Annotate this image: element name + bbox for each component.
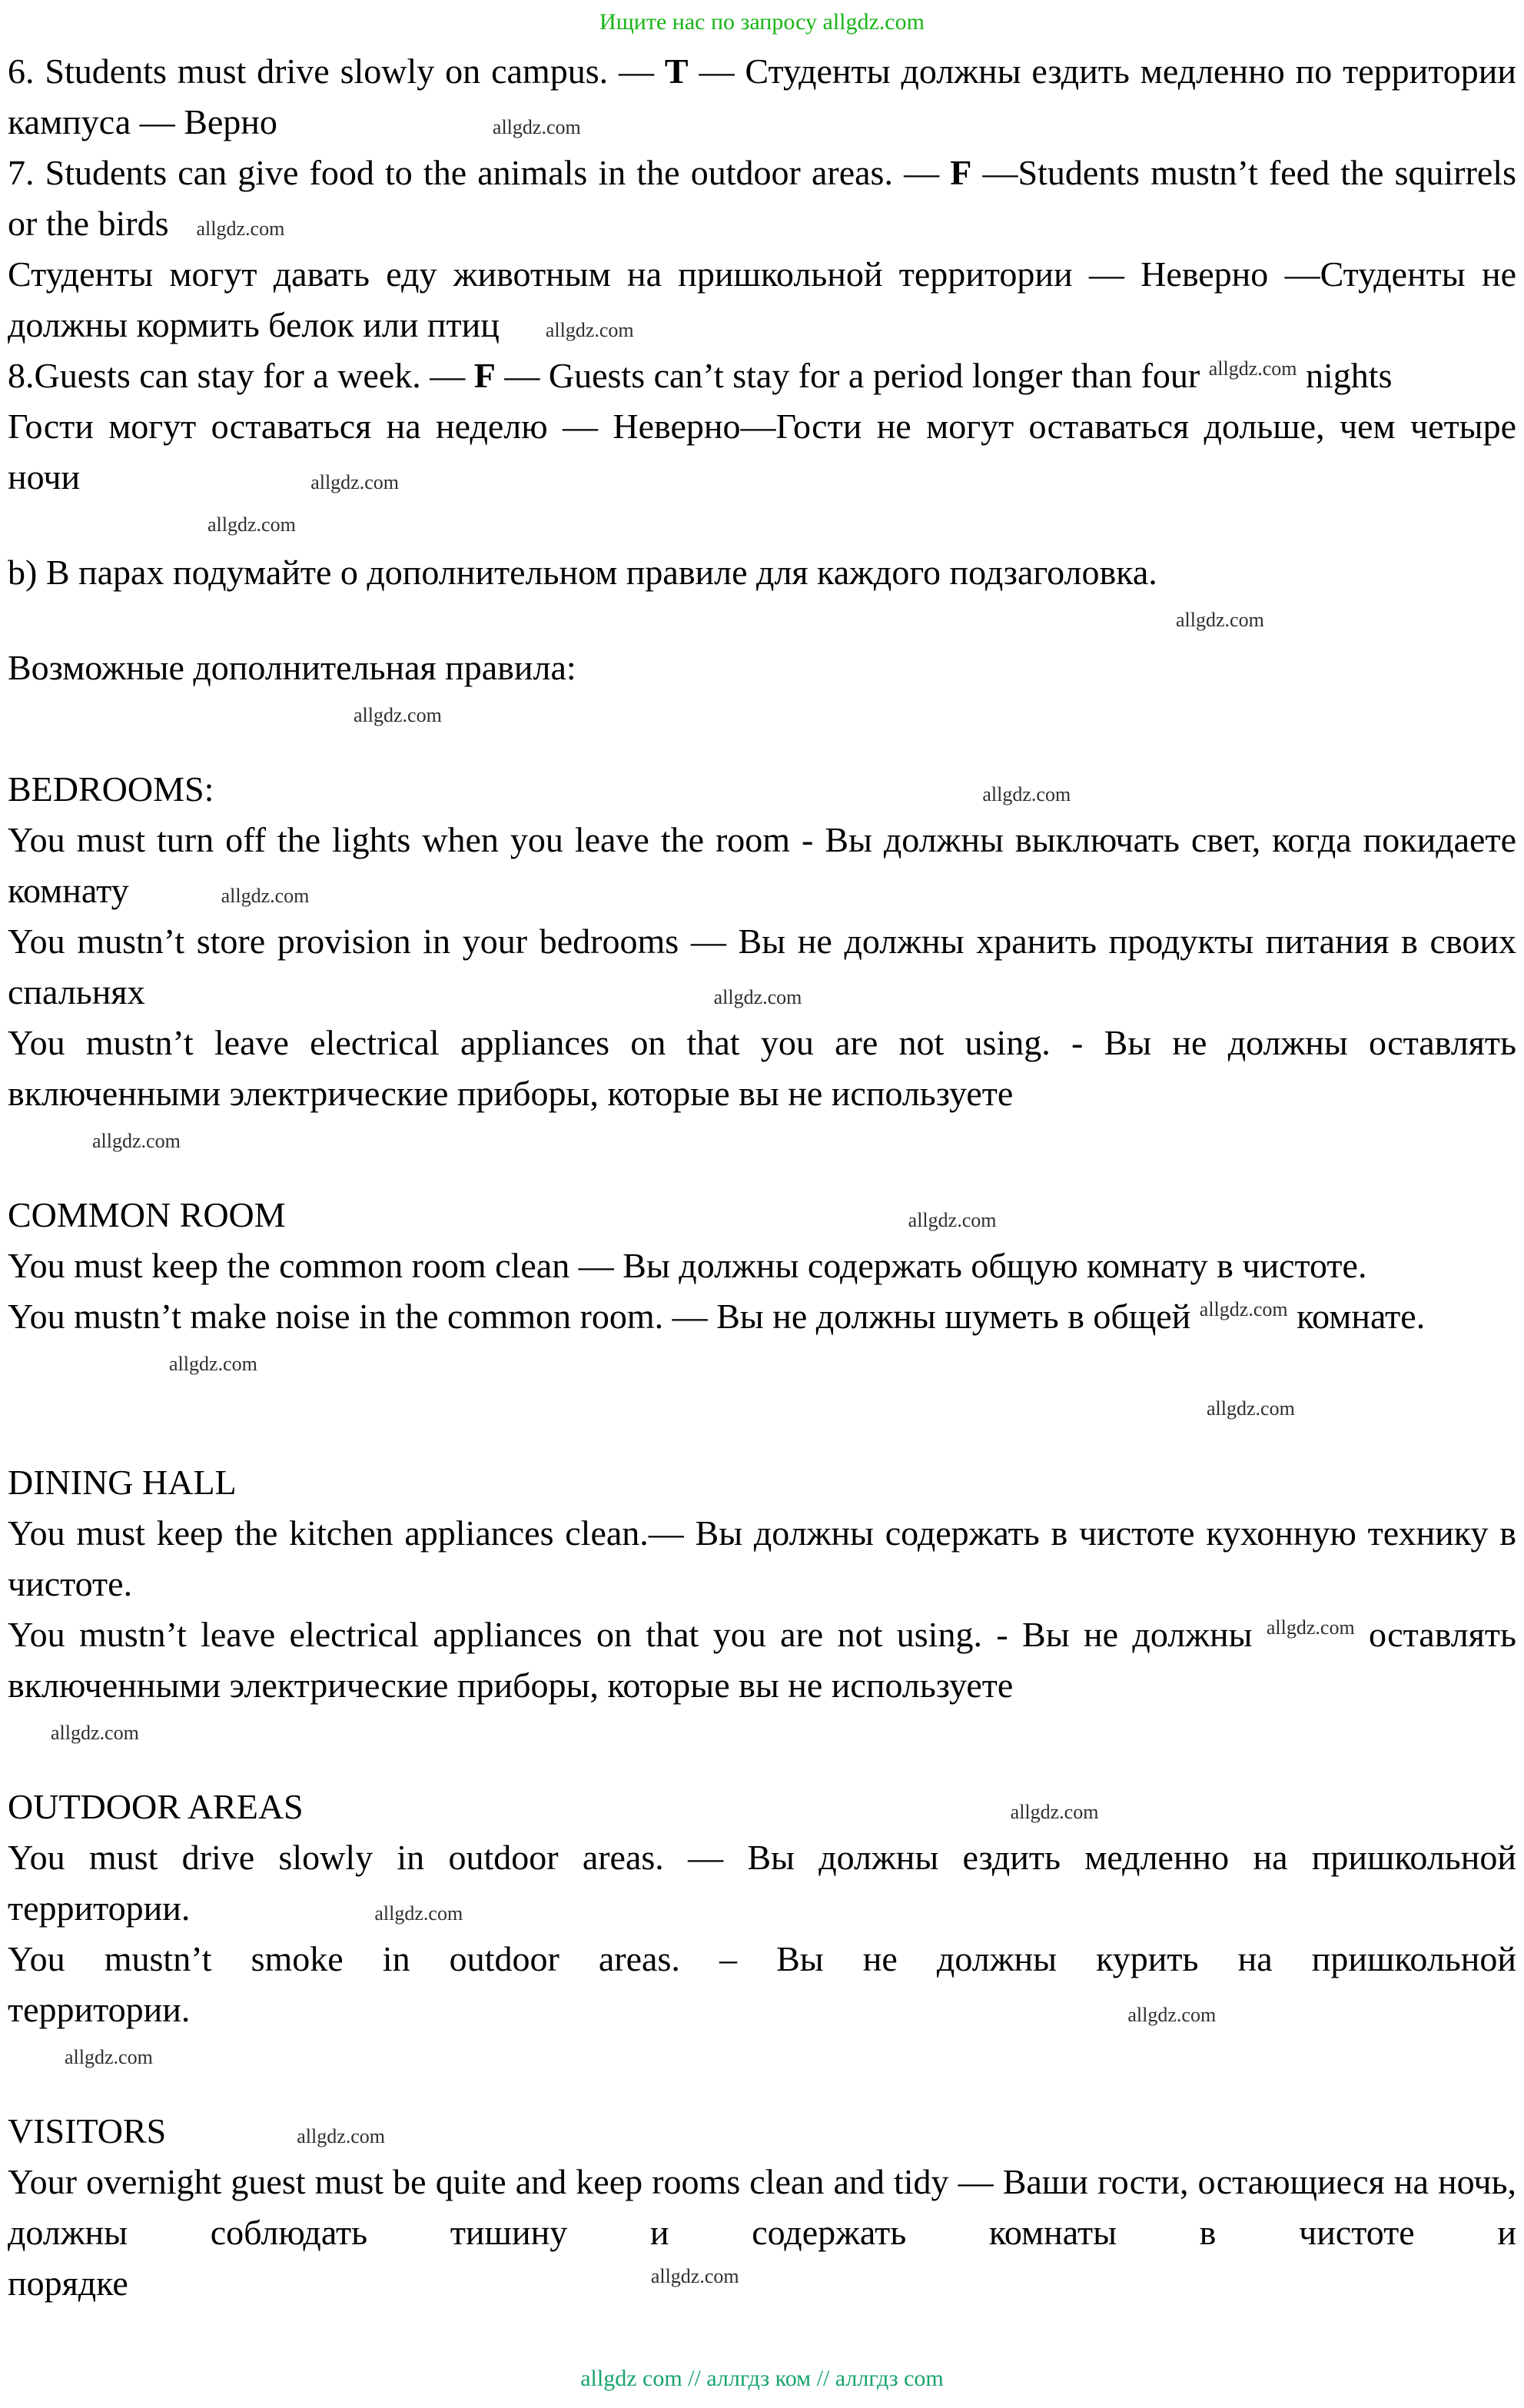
watermark-line (8, 1119, 1516, 1164)
watermark: allgdz.com (354, 704, 442, 726)
text-run: оставлять включенными электрические приборы, которые вы не используете (8, 1615, 1517, 1705)
bold-answer: T (664, 51, 689, 91)
watermark: allgdz.com (51, 1722, 139, 1744)
watermark: allgdz.com (1207, 1397, 1295, 1420)
site-search-hint: Ищите нас по запросу allgdz.com (599, 9, 925, 35)
watermark: allgdz.com (374, 1902, 463, 1925)
paragraph (8, 46, 1516, 148)
watermark-line (8, 598, 1516, 643)
paragraph (8, 401, 1516, 503)
paragraph (8, 1508, 1516, 1609)
paragraph (8, 1934, 1516, 2035)
watermark: allgdz.com (92, 1130, 181, 1152)
watermark: allgdz.com (492, 116, 581, 138)
paragraph (8, 1609, 1516, 1711)
text-run: You mustn’t store provision in your bedrooms — Вы не должны хранить продукты питания в своих спальнях (8, 922, 1516, 1011)
text-run: You mustn’t leave electrical appliances on that you are not using. - Вы не должны (8, 1615, 1267, 1654)
paragraph (8, 249, 1516, 350)
text-run: You must keep the common room clean — Вы должны содержать общую комнату в чистоте. (8, 1246, 1367, 1285)
paragraph (8, 1241, 1516, 1291)
text-run: Гости могут оставаться на неделю — Неверно—Гости не могут оставаться дольше, чем четыре ночи (8, 407, 1516, 497)
watermark: allgdz.com (221, 885, 310, 907)
paragraph (8, 547, 1516, 598)
text-run: 6. Students must drive slowly on campus. — (8, 51, 665, 91)
watermark: allgdz.com (1199, 1298, 1288, 1320)
watermark: allgdz.com (297, 2125, 385, 2147)
section-heading (8, 1782, 1516, 1832)
watermark-line (8, 1342, 1516, 1387)
text-run: b) В парах подумайте о дополнительном правиле для каждого подзаголовка. (8, 553, 1157, 592)
text-run: — Студенты должны ездить медленно по территории кампуса — Верно (8, 51, 1516, 141)
watermark-line (8, 1711, 1516, 1755)
paragraph (8, 2157, 1516, 2309)
paragraph (8, 1832, 1516, 1934)
watermark: allgdz.com (545, 319, 634, 341)
text-run: 8.Guests can stay for a week. — (8, 356, 474, 395)
section-heading (8, 1457, 1516, 1508)
paragraph (8, 1291, 1516, 1342)
text-run: 7. Students can give food to the animals in the outdoor areas. — (8, 153, 951, 192)
text-run: You mustn’t make noise in the common room. — Вы не должны шуметь в общей (8, 1297, 1200, 1336)
text-run: nights (1297, 356, 1393, 395)
text-run: You mustn’t leave electrical appliances on that you are not using. - Вы не должны оставлять включенными электрические приборы, которые вы не используете (8, 1023, 1516, 1113)
text-run: —Students mustn’t feed the squirrels or the birds (8, 153, 1516, 243)
watermark: allgdz.com (713, 986, 802, 1008)
section-heading (8, 764, 1516, 815)
watermark: allgdz.com (208, 513, 296, 536)
text-run: You mustn’t smoke in outdoor areas. – Вы не должны курить на пришкольной территории. (8, 1939, 1516, 2029)
paragraph (8, 815, 1516, 916)
watermark: allgdz.com (908, 1209, 997, 1231)
document-body (8, 46, 1516, 2309)
watermark: allgdz.com (196, 218, 285, 240)
watermark: allgdz.com (650, 2265, 739, 2287)
watermark: allgdz.com (1208, 357, 1297, 380)
watermark: allgdz.com (1176, 609, 1264, 631)
watermark-line (8, 503, 1516, 547)
watermark-line (8, 1387, 1516, 1431)
bold-answer: F (950, 153, 972, 192)
watermark: allgdz.com (310, 471, 399, 493)
text-run: COMMON ROOM (8, 1195, 286, 1234)
text-run: комнате. (1287, 1297, 1426, 1336)
watermark: allgdz.com (65, 2046, 153, 2068)
watermark-line (8, 2035, 1516, 2080)
watermark: allgdz.com (982, 783, 1071, 805)
text-run: You must drive slowly in outdoor areas. — Вы должны ездить медленно на пришкольной территории. (8, 1838, 1516, 1928)
watermark: allgdz.com (1127, 2004, 1217, 2026)
text-run: VISITORS (8, 2111, 167, 2151)
text-run: BEDROOMS: (8, 769, 214, 809)
watermark: allgdz.com (1010, 1801, 1099, 1823)
watermark: allgdz.com (169, 1353, 257, 1375)
section-heading (8, 2106, 1516, 2157)
paragraph (8, 1018, 1516, 1119)
text-run: You must keep the kitchen appliances clean.— Вы должны содержать в чистоте кухонную технику в чистоте. (8, 1513, 1516, 1603)
text-run: — Guests can’t stay for a period longer than four (495, 356, 1209, 395)
paragraph (8, 148, 1516, 249)
text-run: You must turn off the lights when you leave the room - Вы должны выключать свет, когда покидаете комнату (8, 820, 1516, 910)
text-run: OUTDOOR AREAS (8, 1787, 304, 1826)
section-heading (8, 1190, 1516, 1241)
footer-links: allgdz com // аллгдз ком // аллгдз com (580, 2366, 944, 2391)
text-run: DINING HALL (8, 1463, 237, 1502)
watermark: allgdz.com (1266, 1616, 1355, 1639)
text-run: Возможные дополнительная правила: (8, 648, 576, 687)
text-run: Your overnight guest must be quite and keep rooms clean and tidy — Ваши гости, остающиеся на ночь, должны соблюдать тишину и содержать комнаты в чистоте и порядке (8, 2162, 1516, 2303)
paragraph (8, 643, 1516, 693)
watermark-line (8, 693, 1516, 738)
bold-answer: F (473, 356, 496, 395)
paragraph (8, 350, 1516, 401)
paragraph (8, 916, 1516, 1018)
text-run: Студенты могут давать еду животным на пришкольной территории — Неверно —Студенты не должны кормить белок или птиц (8, 254, 1516, 344)
